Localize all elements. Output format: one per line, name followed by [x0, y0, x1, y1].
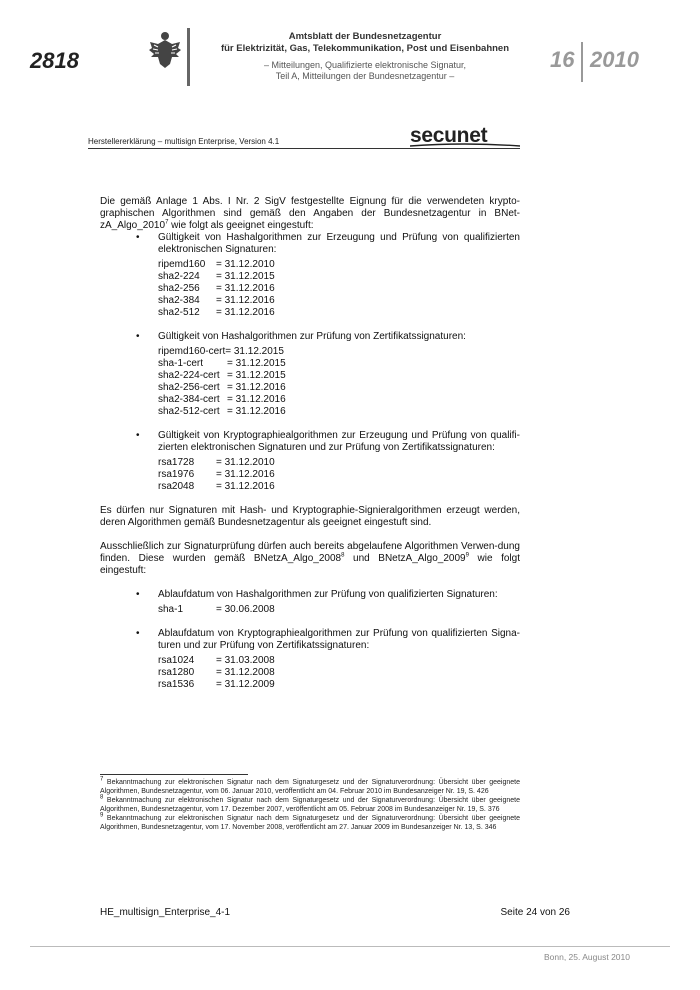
signing-paragraph: Es dürfen nur Signaturen mit Hash- und Kryptographie-Signieralgorithmen erzeugt werden, deren Algorithmen gemäß Bundesnetzagentur als geeignet eingestuft sind. [100, 505, 520, 528]
table-row [158, 469, 275, 481]
footnote: $^9$ Bekanntmachung zur elektronischen Signatur nach dem Signaturgesetz und der Signaturverordnung: Übersicht über geeignete Algorithmen, Bundesnetzagentur, vom 17. November 2008, veröffentlicht am 27. Januar 2009 im Bundesanzeiger Nr. 13, S. 346 [100, 812, 520, 831]
gazette-subtitle: – Mitteilungen, Qualifizierte elektronische Signatur, Teil A, Mitteilungen der Bundesnetzagentur – [263, 60, 467, 81]
algorithm-date: = 31.12.2016 [216, 283, 275, 294]
algorithm-name: ripemd160 [158, 259, 206, 270]
table-row [158, 283, 275, 295]
algorithm-name: rsa1536 [158, 679, 195, 690]
algorithm-date: = 31.12.2016 [216, 307, 275, 318]
algorithm-name: sha-1 [158, 604, 184, 615]
header-rule [88, 148, 520, 149]
document-title: Herstellererklärung – multisign Enterprise, Version 4.1 [88, 137, 280, 146]
document-body [100, 196, 520, 691]
algorithm-date: = 30.06.2008 [216, 604, 275, 615]
algorithm-date: = 31.12.2016 [216, 481, 275, 492]
bullet-hash-signatures: • Gültigkeit von Hashalgorithmen zur Erzeugung und Prüfung von qualifizierten elektronischen Signaturen: [136, 232, 520, 255]
table-row [158, 481, 275, 493]
algorithm-name: sha-1-cert [158, 358, 204, 369]
algorithm-name: rsa2048 [158, 481, 195, 492]
document-id: HE_multisign_Enterprise_4-1 [100, 907, 231, 918]
table-row [158, 457, 275, 469]
algorithm-date: = 31.12.2010 [216, 259, 275, 270]
table-row [158, 394, 286, 406]
algorithm-date: = 31.12.2015 [227, 358, 286, 369]
federal-eagle-icon [148, 30, 182, 70]
algorithm-name: sha2-384 [158, 295, 200, 306]
footnotes [100, 778, 520, 832]
footnote: $^8$ Bekanntmachung zur elektronischen Signatur nach dem Signaturgesetz und der Signaturverordnung: Übersicht über geeignete Algorithmen, Bundesnetzagentur, vom 17. Dezember 2007, veröffentlicht am 05. Februar 2008 im Bundesanzeiger Nr. 19, S. 376 [100, 794, 520, 813]
algorithm-date: = 31.12.2009 [216, 679, 275, 690]
algorithm-date: = 31.12.2016 [227, 382, 286, 393]
table-row [158, 271, 275, 283]
algorithm-name: rsa1728 [158, 457, 195, 468]
secunet-logo: secunet [410, 124, 488, 147]
gazette-title: Amtsblatt der Bundesnetzagentur für Elektrizität, Gas, Telekommunikation, Post und Eisenbahnen [220, 31, 510, 54]
expired-algorithms-paragraph: Ausschließlich zur Signaturprüfung dürfen auch bereits abgelaufene Algorithmen Verwen-dung finden. Diese wurden gemäß BNetzA_Algo_2008$^8$ und BNetzA_Algo_2009$^9$ wie folgt eingestuft: [100, 541, 520, 576]
page-number: 2818 [30, 48, 79, 73]
algorithm-date: = 31.12.2016 [227, 406, 286, 417]
page-indicator: Seite 24 von 26 [500, 907, 570, 918]
algorithm-date: = 31.12.2015 [227, 370, 286, 381]
bullet-hash-certificates: • Gültigkeit von Hashalgorithmen zur Prüfung von Zertifikatssignaturen: [136, 331, 466, 342]
crypto-expiry-table [158, 655, 275, 691]
footer-rule [30, 946, 670, 947]
footnote-rule [100, 774, 248, 775]
hash-signature-table [158, 259, 275, 319]
bullet-crypto-signatures: • Gültigkeit von Kryptographiealgorithmen zur Erzeugung und Prüfung von qualifi-zierten elektronischen Signaturen und zur Prüfung von Zertifikatssignaturen: [136, 430, 520, 453]
algorithm-name: sha2-224-cert [158, 370, 220, 381]
table-row [158, 259, 275, 271]
table-row [158, 370, 286, 382]
publication-date: Bonn, 25. August 2010 [543, 952, 630, 962]
algorithm-date: = 31.12.2016 [216, 295, 275, 306]
intro-paragraph: Die gemäß Anlage 1 Abs. I Nr. 2 SigV festgestellte Eignung für die verwendeten krypto-graphischen Algorithmen sind gemäß den Angaben der Bundesnetzagentur in BNet-zA_Algo_2010$^7$ wie folgt als geeignet eingestuft: [100, 196, 520, 231]
algorithm-date: = 31.12.2008 [216, 667, 275, 678]
algorithm-name: rsa1024 [158, 655, 195, 666]
table-row [158, 679, 275, 691]
algorithm-date: = 31.03.2008 [216, 655, 275, 666]
hash-expiry-table [158, 604, 275, 616]
algorithm-name: sha2-256-cert [158, 382, 220, 393]
crypto-signature-table [158, 457, 275, 493]
algorithm-name: sha2-512 [158, 307, 200, 318]
issue-year: 2010 [590, 47, 639, 72]
bullet-crypto-expiry: • Ablaufdatum von Kryptographiealgorithmen zur Prüfung von qualifizierten Signa-turen und zur Prüfung von Zertifikatssignaturen: [136, 628, 520, 651]
hash-certificate-table: ripemd160-cert= 31.12.2015 sha-1-cert = 31.12.2015 sha2-224-cert = 31.12.2015 sha2-256-cert = 31.12.2016 sha2-384-cert = 31.12.2016 sha2-512-cert = 31.12.2016 [158, 346, 286, 417]
bullet-hash-expiry: • Ablaufdatum von Hashalgorithmen zur Prüfung von qualifizierten Signaturen: [136, 589, 498, 600]
table-row [158, 295, 275, 307]
algorithm-name: sha2-224 [158, 271, 200, 282]
algorithm-date: = 31.12.2010 [216, 457, 275, 468]
issue-divider [581, 42, 583, 82]
table-row [158, 307, 275, 319]
masthead-divider [187, 28, 190, 86]
issue-number: 16 [550, 47, 575, 72]
table-row [158, 406, 286, 418]
algorithm-name: sha2-384-cert [158, 394, 220, 405]
algorithm-name: rsa1976 [158, 469, 195, 480]
algorithm-name: sha2-512-cert [158, 406, 220, 417]
algorithm-date: = 31.12.2015 [216, 271, 275, 282]
footnote: $^7$ Bekanntmachung zur elektronischen Signatur nach dem Signaturgesetz und der Signaturverordnung: Übersicht über geeignete Algorithmen, Bundesnetzagentur, vom 06. Januar 2010, veröffentlicht am 04. Februar 2010 im Bundesanzeiger Nr. 19, S. 426 [100, 776, 520, 795]
table-row [158, 382, 286, 394]
algorithm-date: = 31.12.2016 [227, 394, 286, 405]
algorithm-name: rsa1280 [158, 667, 195, 678]
algorithm-date: = 31.12.2016 [216, 469, 275, 480]
table-row [158, 667, 275, 679]
table-row [158, 358, 286, 370]
table-row [158, 655, 275, 667]
table-row [158, 604, 275, 616]
algorithm-name: sha2-256 [158, 283, 200, 294]
